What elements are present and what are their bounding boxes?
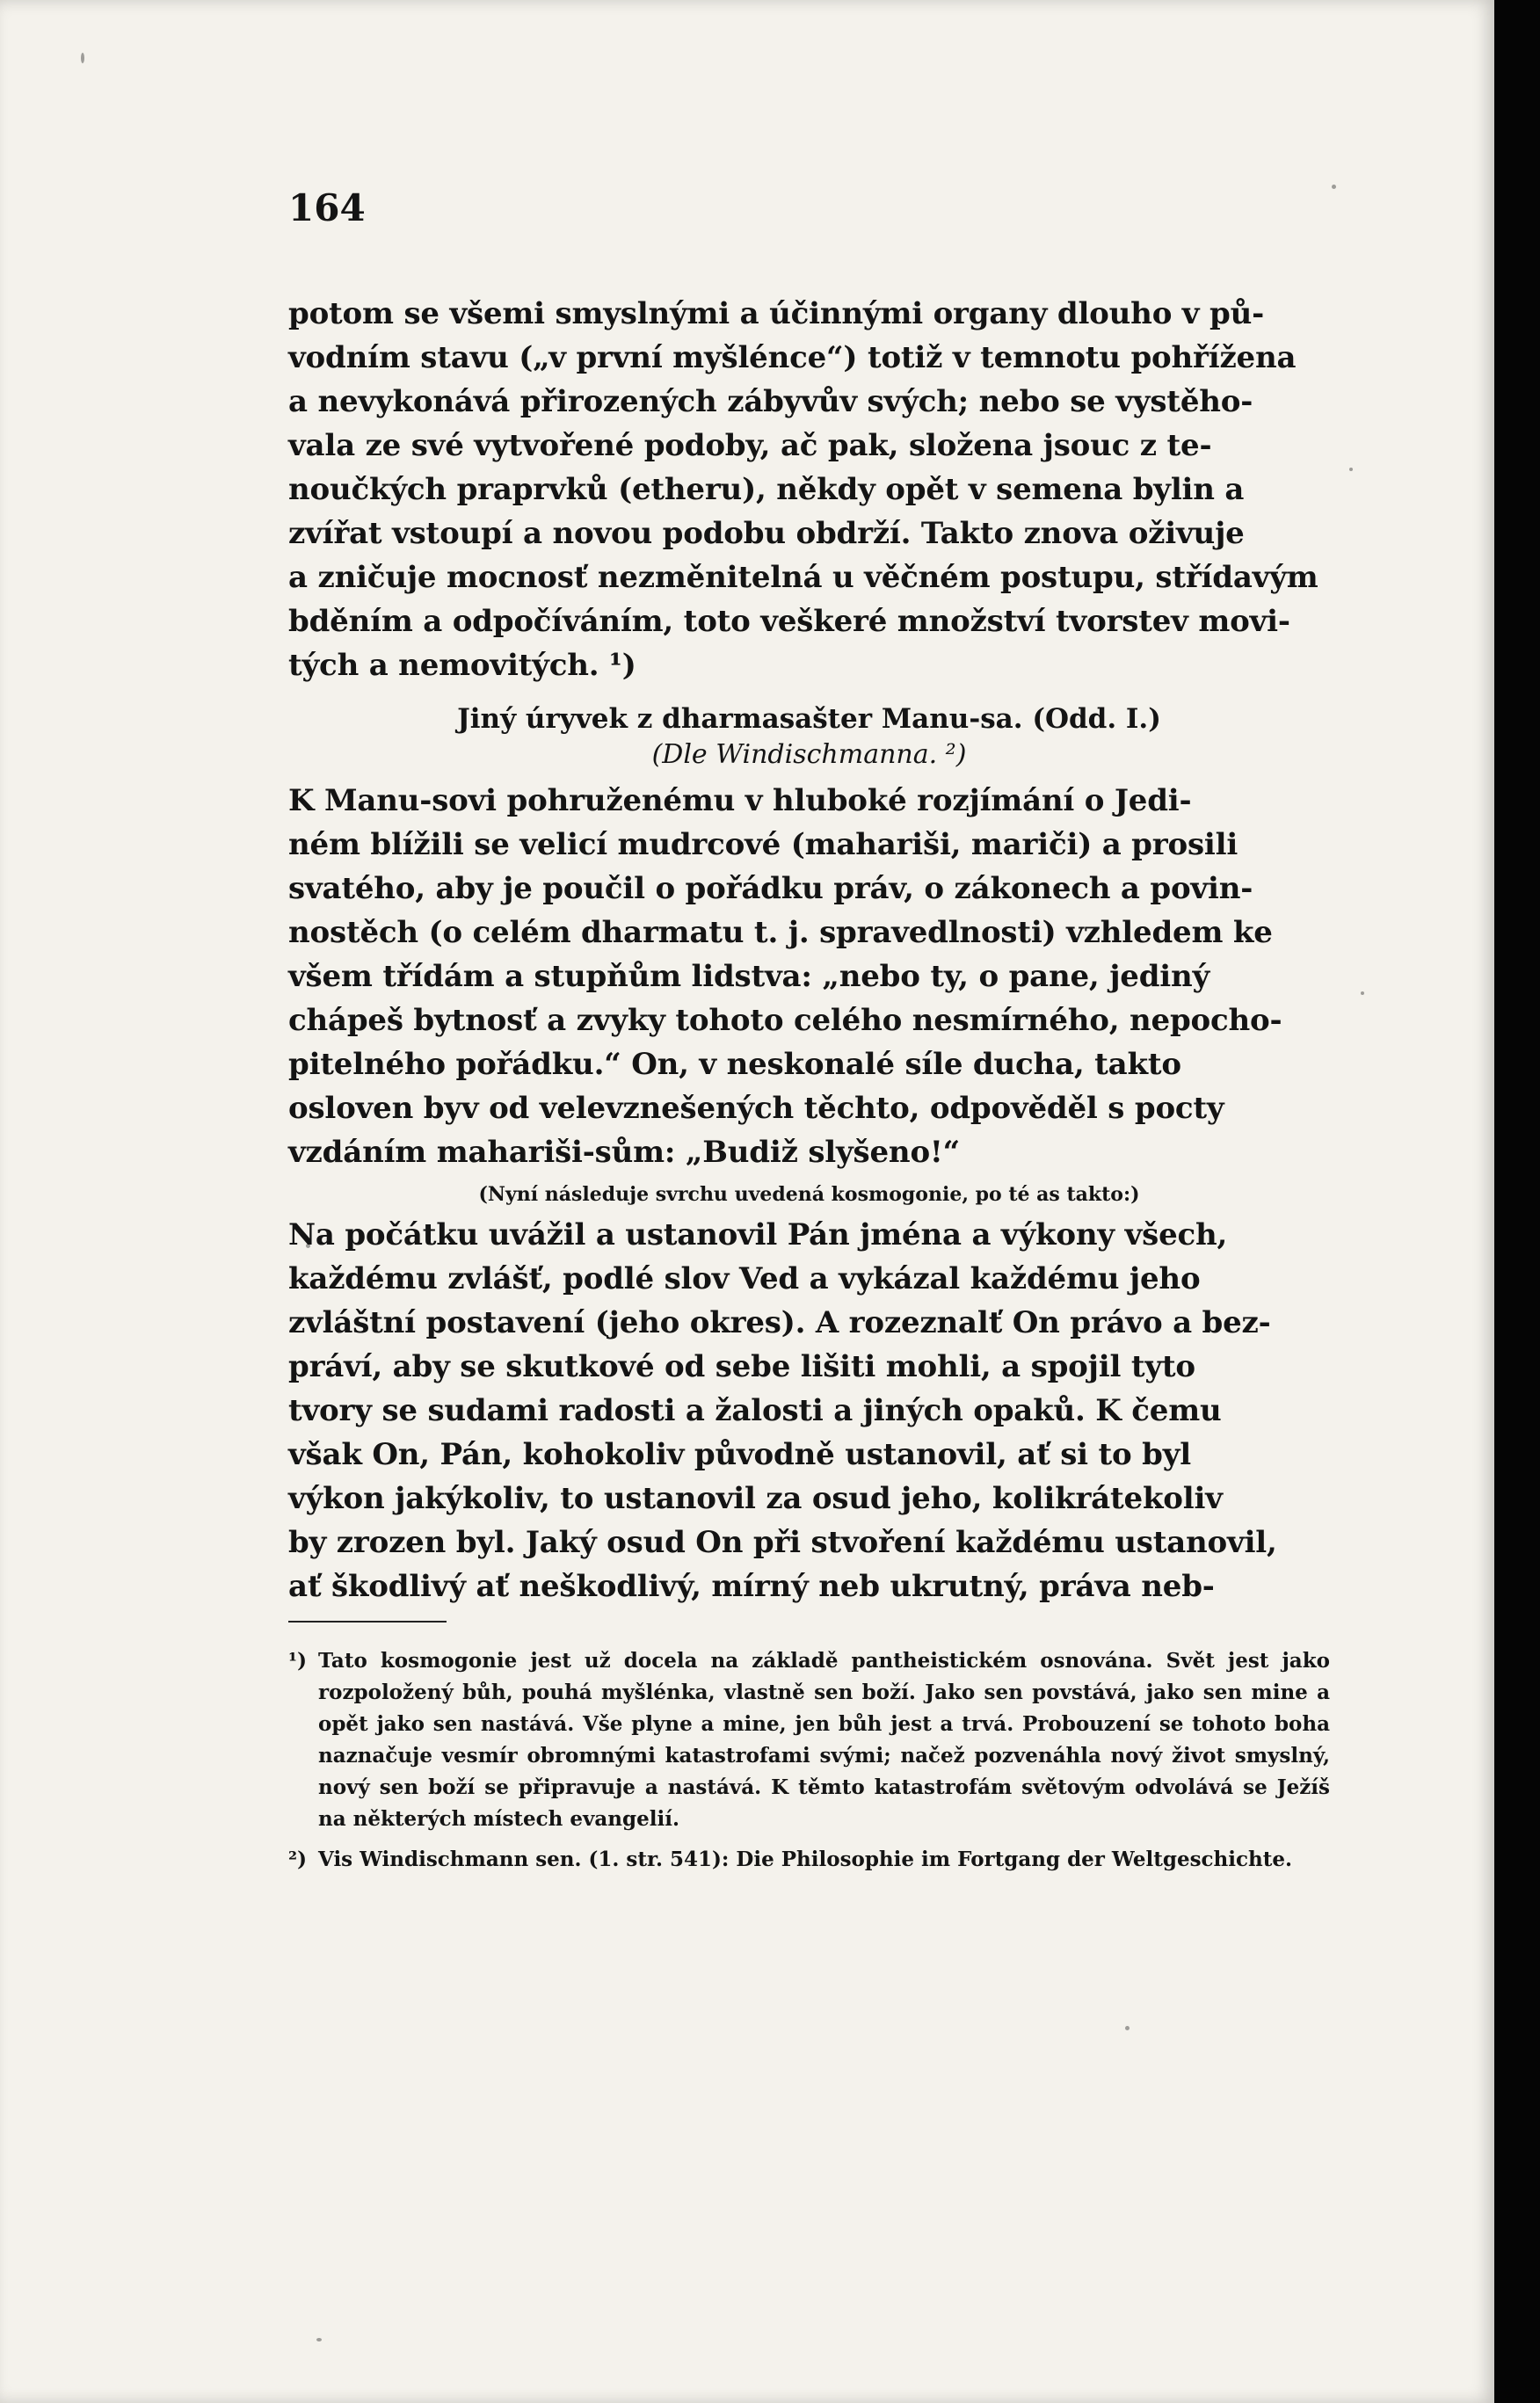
final-line-8: by zrozen byl. Jaký osud On při stvoření každému ustanovil, — [288, 1525, 1277, 1560]
final-line-9: ať škodlivý ať neškodlivý, mírný neb ukrutný, práva neb- — [288, 1569, 1215, 1604]
section-line-2: ném blížili se velicí mudrcové (mahariši, mariči) a prosili — [288, 827, 1239, 862]
footnote-1-text: Tato kosmogonie jest už docela na základě pantheistickém osnována. Svět jest jako rozpoložený bůh, pouhá myšlénka, vlastně sen boží. Jako sen povstává, jako sen mine a opět jako sen nastává. Vše plyne a mine, jen bůh jest a trvá. Probouzení se tohoto boha naznačuje vesmír obromnými katastrofami svými; načež pozvenáhla nový život smyslný, nový sen boží se připravuje a nastává. K těmto katastrofám světovým odvolává se Ježíš na některých místech evangelií. — [318, 1649, 1330, 1831]
footnote-1-mark: ¹) — [288, 1649, 307, 1673]
body-line-7: a zničuje mocnosť nezměnitelná u věčném postupu, střídavým — [288, 560, 1318, 595]
section-line-7: pitelného pořádku.“ On, v neskonalé síle ducha, takto — [288, 1047, 1181, 1082]
body-line-2: vodním stavu („v první myšlénce“) totiž v temnotu pohřížena — [288, 340, 1297, 375]
scan-black-edge — [1494, 0, 1540, 2403]
page-content — [288, 185, 1330, 1876]
body-line-5: noučkých praprvků (etheru), někdy opět v semena bylin a — [288, 472, 1245, 507]
section-line-1: K Manu-sovi pohruženému v hluboké rozjímání o Jedi- — [288, 783, 1192, 818]
final-line-5: tvory se sudami radosti a žalosti a jiných opaků. K čemu — [288, 1393, 1222, 1428]
final-line-7: výkon jakýkoliv, to ustanovil za osud jeho, kolikrátekoliv — [288, 1481, 1223, 1516]
section-subheading: (Dle Windischmanna. ²) — [651, 739, 967, 770]
footnote-2 — [288, 1844, 1330, 1876]
footnote-1 — [288, 1645, 1330, 1835]
section-heading: Jiný úryvek z dharmasašter Manu-sa. (Odd. I.) — [457, 703, 1161, 735]
section-line-5: všem třídám a stupňům lidstva: „nebo ty, o pane, jediný — [288, 959, 1210, 994]
final-line-6: však On, Pán, kohokoliv původně ustanovil, ať si to byl — [288, 1437, 1191, 1472]
final-line-4: práví, aby se skutkové od sebe lišiti mohli, a spojil tyto — [288, 1349, 1195, 1384]
section-line-6: chápeš bytnosť a zvyky tohoto celého nesmírného, nepocho- — [288, 1003, 1282, 1038]
cosmogony-note: (Nyní následuje svrchu uvedená kosmogonie, po té as takto:) — [478, 1183, 1140, 1206]
final-line-3: zvláštní postavení (jeho okres). A rozeznalť On právo a bez- — [288, 1305, 1271, 1340]
body-line-8: bděním a odpočíváním, toto veškeré množství tvorstev movi- — [288, 604, 1290, 639]
section-line-9: vzdáním mahariši-sům: „Budiž slyšeno!“ — [288, 1135, 961, 1170]
body-line-4: vala ze své vytvořené podoby, ač pak, složena jsouc z te- — [288, 428, 1212, 463]
footnote-2-mark: ²) — [288, 1848, 307, 1871]
footnote-2-text: Vis Windischmann sen. (1. str. 541): Die Philosophie im Fortgang der Weltgeschichte. — [318, 1848, 1292, 1871]
final-line-1: Na počátku uvážil a ustanovil Pán jména a výkony všech, — [288, 1217, 1228, 1252]
section-line-3: svatého, aby je poučil o pořádku práv, o zákonech a povin- — [288, 871, 1253, 906]
body-line-1: potom se všemi smyslnými a účinnými organy dlouho v pů- — [288, 296, 1265, 331]
final-line-2: každému zvlášť, podlé slov Ved a vykázal každému jeho — [288, 1261, 1201, 1296]
page-number: 164 — [288, 186, 366, 229]
section-line-8: osloven byv od velevznešených těchto, odpověděl s pocty — [288, 1091, 1224, 1126]
footnote-divider — [288, 1621, 447, 1623]
body-line-6: zvířat vstoupí a novou podobu obdrží. Takto znova oživuje — [288, 516, 1245, 551]
section-line-4: nostěch (o celém dharmatu t. j. spravedlnosti) vzhledem ke — [288, 915, 1273, 950]
body-line-9: tých a nemovitých. ¹) — [288, 648, 636, 683]
body-line-3: a nevykonává přirozených zábyvův svých; nebo se vystěho- — [288, 384, 1253, 419]
